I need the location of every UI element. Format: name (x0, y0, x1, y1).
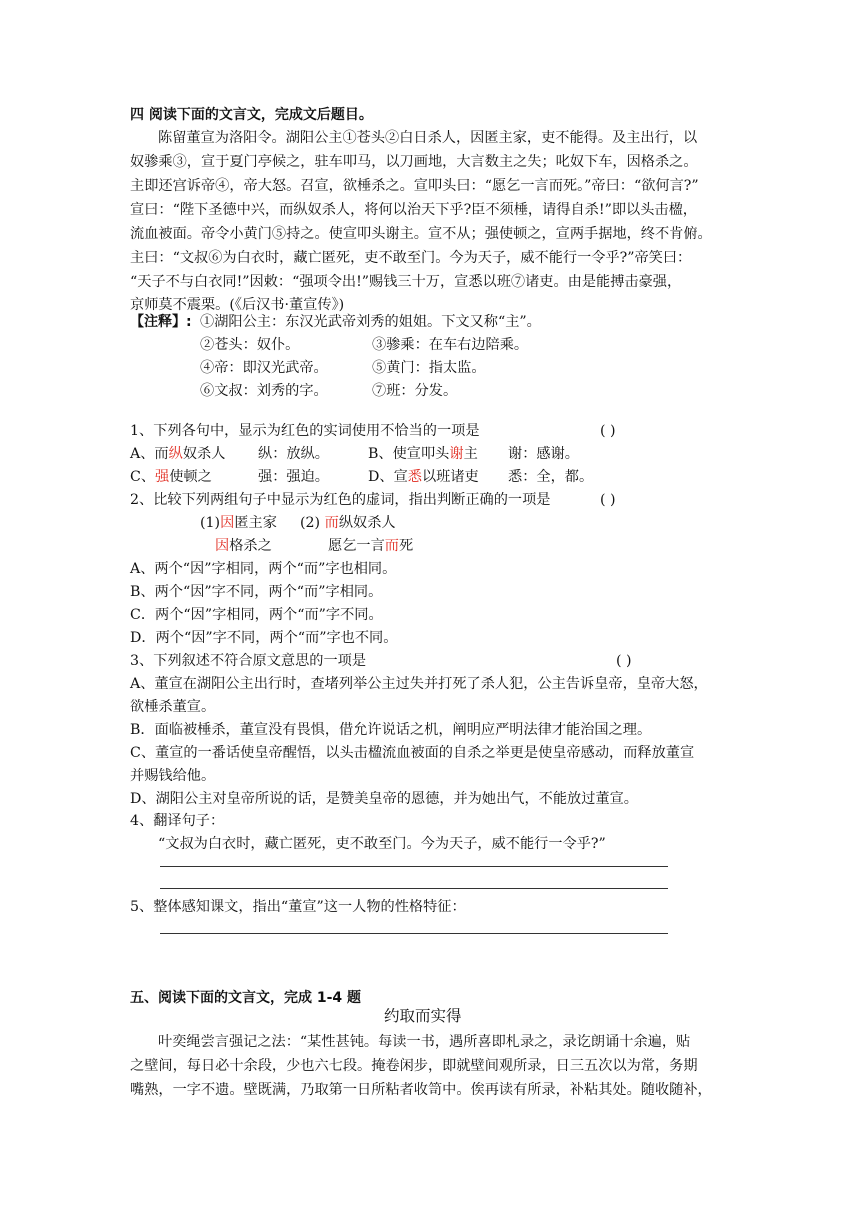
question-stem: 1、下列各句中，显示为红色的实词使用不恰当的一项是 (130, 423, 480, 439)
passage-line: 流血被面。帝令小黄门⑤持之。使宣叩头谢主。宣不从；强使顿之，宣两手据地，终不肯俯。 (130, 226, 712, 242)
question-stem: 2、比较下列两组句子中显示为红色的虚词，指出判断正确的一项是 (130, 492, 551, 508)
note-item: ①湖阳公主：东汉光武帝刘秀的姐姐。下文又称“主”。 (200, 314, 541, 330)
note-item: ⑥文叔：刘秀的字。 (200, 383, 328, 399)
answer-line[interactable] (160, 888, 668, 889)
passage-line: 主曰：“文叔⑥为白衣时，藏亡匿死，吏不敢至门。今为天子，威不能行一令乎?”帝笑曰： (130, 250, 692, 266)
q2-group2-line1: (2) 而纵奴杀人 (300, 515, 396, 531)
q4-sentence: “文叔为白衣时，藏亡匿死，吏不敢至门。今为天子，威不能行一令乎?” (158, 836, 606, 852)
note-item: ⑤黄门：指太监。 (372, 360, 486, 376)
passage-line: 京师莫不震栗。(《后汉书·董宣传》) (130, 297, 345, 313)
q2-option: D．两个“因”字不同，两个“而”字也不同。 (130, 630, 398, 646)
q1-option-a-gloss: 纵：放纵。 (258, 446, 329, 462)
q2-group1-line1: (1)因匿主家 (200, 515, 277, 531)
answer-bracket: ( ) (600, 423, 616, 439)
q3-option-line: A、董宣在湖阳公主出行时，查堵列举公主过失并打死了杀人犯，公主告诉皇帝，皇帝大怒， (130, 676, 708, 692)
q1-option-b: B、使宣叩头谢主 (368, 446, 478, 462)
q1-option-d-gloss: 悉：全，都。 (508, 469, 594, 485)
answer-line[interactable] (160, 933, 668, 934)
q3-option-line: B．面临被棰杀，董宣没有畏惧，借允许说话之机，阐明应严明法律才能治国之理。 (130, 722, 652, 738)
note-item: ④帝：即汉光武帝。 (200, 360, 328, 376)
passage-line: 嘴熟，一字不遗。壁既满，乃取第一日所粘者收笥中。俟再读有所录，补粘其处。随收随补， (130, 1082, 712, 1098)
q1-option-a: A、而纵奴杀人 (130, 446, 226, 462)
passage-line: 之壁间，每日必十余段，少也六七段。掩卷闲步，即就壁间观所录，日三五次以为常，务期 (130, 1058, 698, 1074)
q2-option: A、两个“因”字相同，两个“而”字也相同。 (130, 561, 397, 577)
passage-line: 主即还宫诉帝④，帝大怒。召宣，欲棰杀之。宣叩头曰：“愿乞一言而死。”帝曰：“欲何言?” (130, 178, 699, 194)
note-item: ⑦班：分发。 (372, 383, 458, 399)
passage-line: 奴骖乘③，宣于夏门亭候之，驻车叩马，以刀画地，大言数主之失；叱奴下车，因格杀之。 (130, 154, 698, 170)
answer-line[interactable] (160, 866, 668, 867)
passage-title: 约取而实得 (384, 1007, 462, 1025)
question-stem: 5、整体感知课文，指出“董宣”这一人物的性格特征： (130, 899, 466, 915)
q3-option-line: 欲棰杀董宣。 (130, 699, 216, 715)
q2-option: C．两个“因”字相同，两个“而”字不同。 (130, 607, 383, 623)
section5-heading: 五、阅读下面的文言文，完成 1-4 题 (130, 990, 362, 1006)
passage-line: 叶奕绳尝言强记之法：“某性甚钝。每读一书，遇所喜即札录之，录讫朗诵十余遍，贴 (158, 1034, 691, 1050)
question-stem: 4、翻译句子： (130, 813, 225, 829)
q3-option-line: C、董宣的一番话使皇帝醒悟，以头击楹流血被面的自杀之举更是使皇帝感动，而释放董宣 (130, 745, 695, 761)
passage-line: 宣曰：“陛下圣德中兴，而纵奴杀人，将何以治天下乎?臣不须棰，请得自杀!”即以头击楹， (130, 202, 697, 218)
q1-option-b-gloss: 谢：感谢。 (508, 446, 579, 462)
answer-bracket: ( ) (616, 653, 632, 669)
passage-line: “天子不与白衣同!”因敕：“强项令出!”赐钱三十万，宣悉以班⑦诸吏。由是能搏击豪强， (130, 274, 682, 290)
q3-option-line: 并赐钱给他。 (130, 768, 216, 784)
question-stem: 3、下列叙述不符合原文意思的一项是 (130, 653, 367, 669)
q1-option-c-gloss: 强：强迫。 (258, 469, 329, 485)
q3-option-line: D、湖阳公主对皇帝所说的话，是赞美皇帝的恩德，并为她出气，不能放过董宣。 (130, 791, 638, 807)
answer-bracket: ( ) (600, 492, 616, 508)
passage-line: 陈留董宣为洛阳令。湖阳公主①苍头②白日杀人，因匿主家，吏不能得。及主出行，以 (158, 130, 698, 146)
q2-group2-line2: 愿乞一言而死 (328, 538, 414, 554)
q1-option-d: D、宣悉以班诸吏 (368, 469, 479, 485)
q1-option-c: C、强使顿之 (130, 469, 212, 485)
note-item: ③骖乘：在车右边陪乘。 (372, 337, 529, 353)
note-item: ②苍头：奴仆。 (200, 337, 300, 353)
notes-label: 【注释】: (130, 314, 192, 330)
q2-group1-line2: 因格杀之 (215, 538, 272, 554)
section4-heading: 四 阅读下面的文言文，完成文后题目。 (130, 107, 373, 123)
q2-option: B、两个“因”字不同，两个“而”字相同。 (130, 584, 383, 600)
